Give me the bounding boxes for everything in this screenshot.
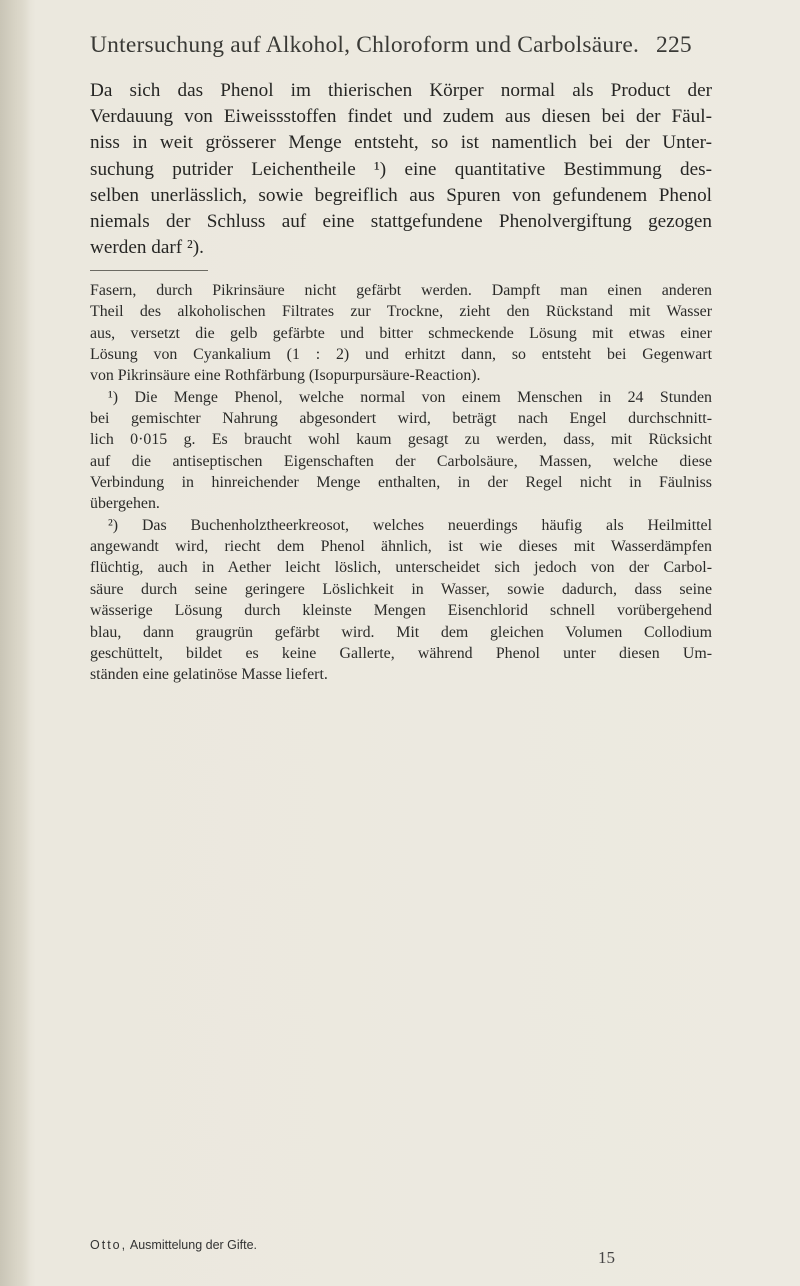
footnote-line: Lösung von Cyankalium (1 : 2) und erhitzt dann, so entsteht bei Gegenwart	[90, 346, 712, 364]
footnote-line: Theil des alkoholischen Filtrates zur Trockne, zieht den Rückstand mit Wasser	[90, 303, 712, 321]
footnote-1-line: ¹) Die Menge Phenol, welche normal von einem Menschen in 24 Stunden	[108, 388, 712, 406]
footnote-2-line: flüchtig, auch in Aether leicht löslich, unterscheidet sich jedoch von der Carbol-	[90, 559, 712, 577]
page-binding-shadow	[0, 0, 30, 1286]
main-line: Da sich das Phenol im thierischen Körper normal als Product der	[90, 80, 712, 101]
running-head-title: Untersuchung auf Alkohol, Chloroform und Carbolsäure.	[90, 32, 640, 58]
footnote-rule	[90, 270, 208, 271]
footnotes	[90, 280, 712, 686]
footnote-2-line: blau, dann graugrün gefärbt wird. Mit dem gleichen Volumen Collodium	[90, 623, 712, 641]
signature-title: Ausmittelung der Gifte.	[129, 1238, 258, 1252]
main-line: niemals der Schluss auf eine stattgefundene Phenolvergiftung gezogen	[90, 210, 712, 232]
main-paragraph	[90, 78, 712, 261]
footnote-2-line: angewandt wird, riecht dem Phenol ähnlich, ist wie dieses mit Wasserdämpfen	[90, 538, 712, 556]
main-line: niss in weit grösserer Menge entsteht, so ist namentlich bei der Unter-	[90, 132, 712, 154]
running-head	[90, 32, 710, 59]
footnote-1-line: bei gemischter Nahrung abgesondert wird, beträgt nach Engel durchschnitt-	[90, 410, 712, 428]
footnote-2-line: ²) Das Buchenholztheerkreosot, welches neuerdings häufig als Heilmittel	[108, 516, 712, 534]
footnote-2-line: säure durch seine geringere Löslichkeit in Wasser, sowie dadurch, dass seine	[90, 580, 712, 598]
footnote-line: aus, versetzt die gelb gefärbte und bitter schmeckende Lösung mit etwas einer	[90, 324, 712, 342]
signature-line	[90, 1238, 257, 1252]
footnote-1-line: übergehen.	[90, 495, 160, 513]
main-line: selben unerlässlich, sowie begreiflich aus Spuren von gefundenem Phenol	[90, 184, 712, 206]
footnote-2-line: ständen eine gelatinöse Masse liefert.	[90, 666, 328, 684]
footnote-1-line: Verbindung in hinreichender Menge enthalten, in der Regel nicht in Fäulniss	[90, 474, 712, 492]
footnote-2-line: geschüttelt, bildet es keine Gallerte, während Phenol unter diesen Um-	[90, 644, 712, 662]
footnote-line: von Pikrinsäure eine Rothfärbung (Isopurpursäure-Reaction).	[90, 367, 481, 385]
main-line: werden darf ²).	[90, 237, 204, 259]
footnote-1-line: lich 0·015 g. Es braucht wohl kaum gesagt zu werden, dass, mit Rücksicht	[90, 431, 712, 449]
footnote-1-line: auf die antiseptischen Eigenschaften der Carbolsäure, Massen, welche diese	[90, 452, 712, 470]
page-number: 225	[656, 32, 692, 58]
main-line: Verdauung von Eiweissstoffen findet und zudem aus diesen bei der Fäul-	[90, 106, 712, 128]
main-line: suchung putrider Leichentheile ¹) eine quantitative Bestimmung des-	[90, 158, 712, 180]
footnote-line: Fasern, durch Pikrinsäure nicht gefärbt werden. Dampft man einen anderen	[90, 282, 712, 299]
sheet-number: 15	[598, 1248, 615, 1267]
footnote-2-line: wässerige Lösung durch kleinste Mengen Eisenchlorid schnell vorübergehend	[90, 602, 712, 620]
signature-author: Otto,	[90, 1238, 128, 1252]
